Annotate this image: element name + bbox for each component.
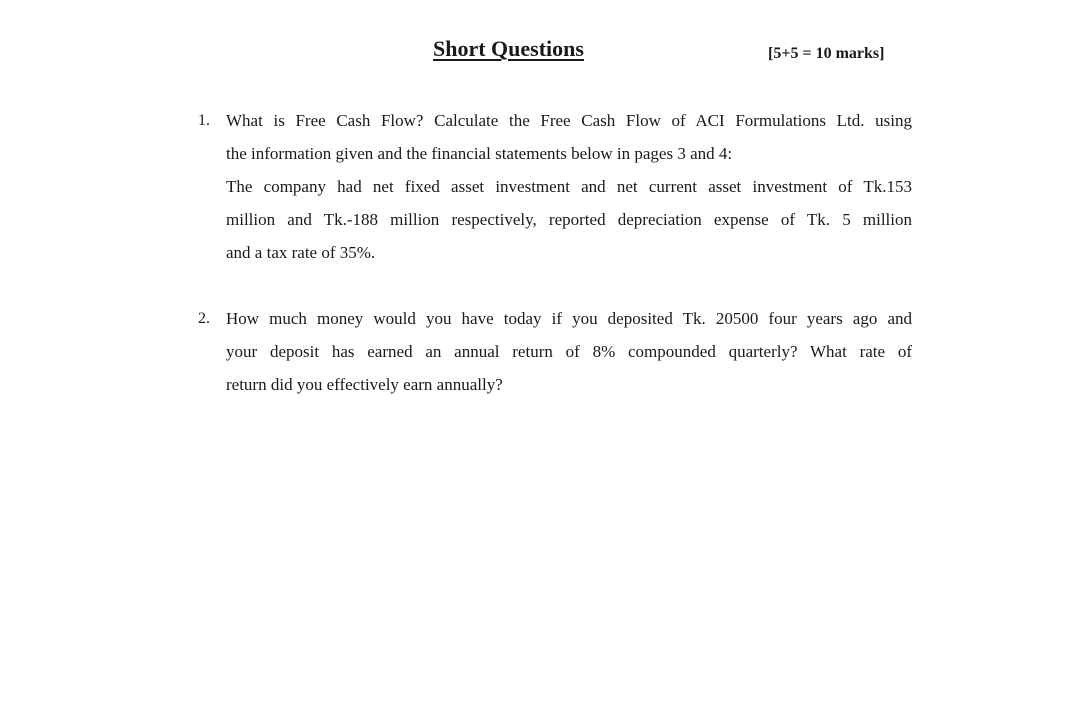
section-title: Short Questions	[433, 36, 584, 61]
marks-allocation: [5+5 = 10 marks]	[768, 45, 885, 62]
question-2-line-3: return did you effectively earn annually?	[226, 375, 503, 394]
question-2-line-1: How much money would you have today if you deposited Tk. 20500 four years ago and	[226, 309, 912, 328]
question-1-line-3: The company had net fixed asset investment and net current asset investment of Tk.153	[226, 177, 912, 196]
question-1-line-5: and a tax rate of 35%.	[226, 243, 376, 262]
question-2-line-2: your deposit has earned an annual return of 8% compounded quarterly? What rate of	[226, 342, 912, 361]
question-2-number: 2.	[198, 310, 210, 327]
question-1-number: 1.	[198, 112, 210, 129]
question-2-text	[226, 302, 912, 401]
question-1-line-1: What is Free Cash Flow? Calculate the Free Cash Flow of ACI Formulations Ltd. using	[226, 111, 912, 130]
question-1-line-4: million and Tk.-188 million respectively, reported depreciation expense of Tk. 5 million	[226, 210, 912, 229]
question-1-text	[226, 104, 912, 269]
question-1-line-2: the information given and the financial statements below in pages 3 and 4:	[226, 144, 733, 163]
